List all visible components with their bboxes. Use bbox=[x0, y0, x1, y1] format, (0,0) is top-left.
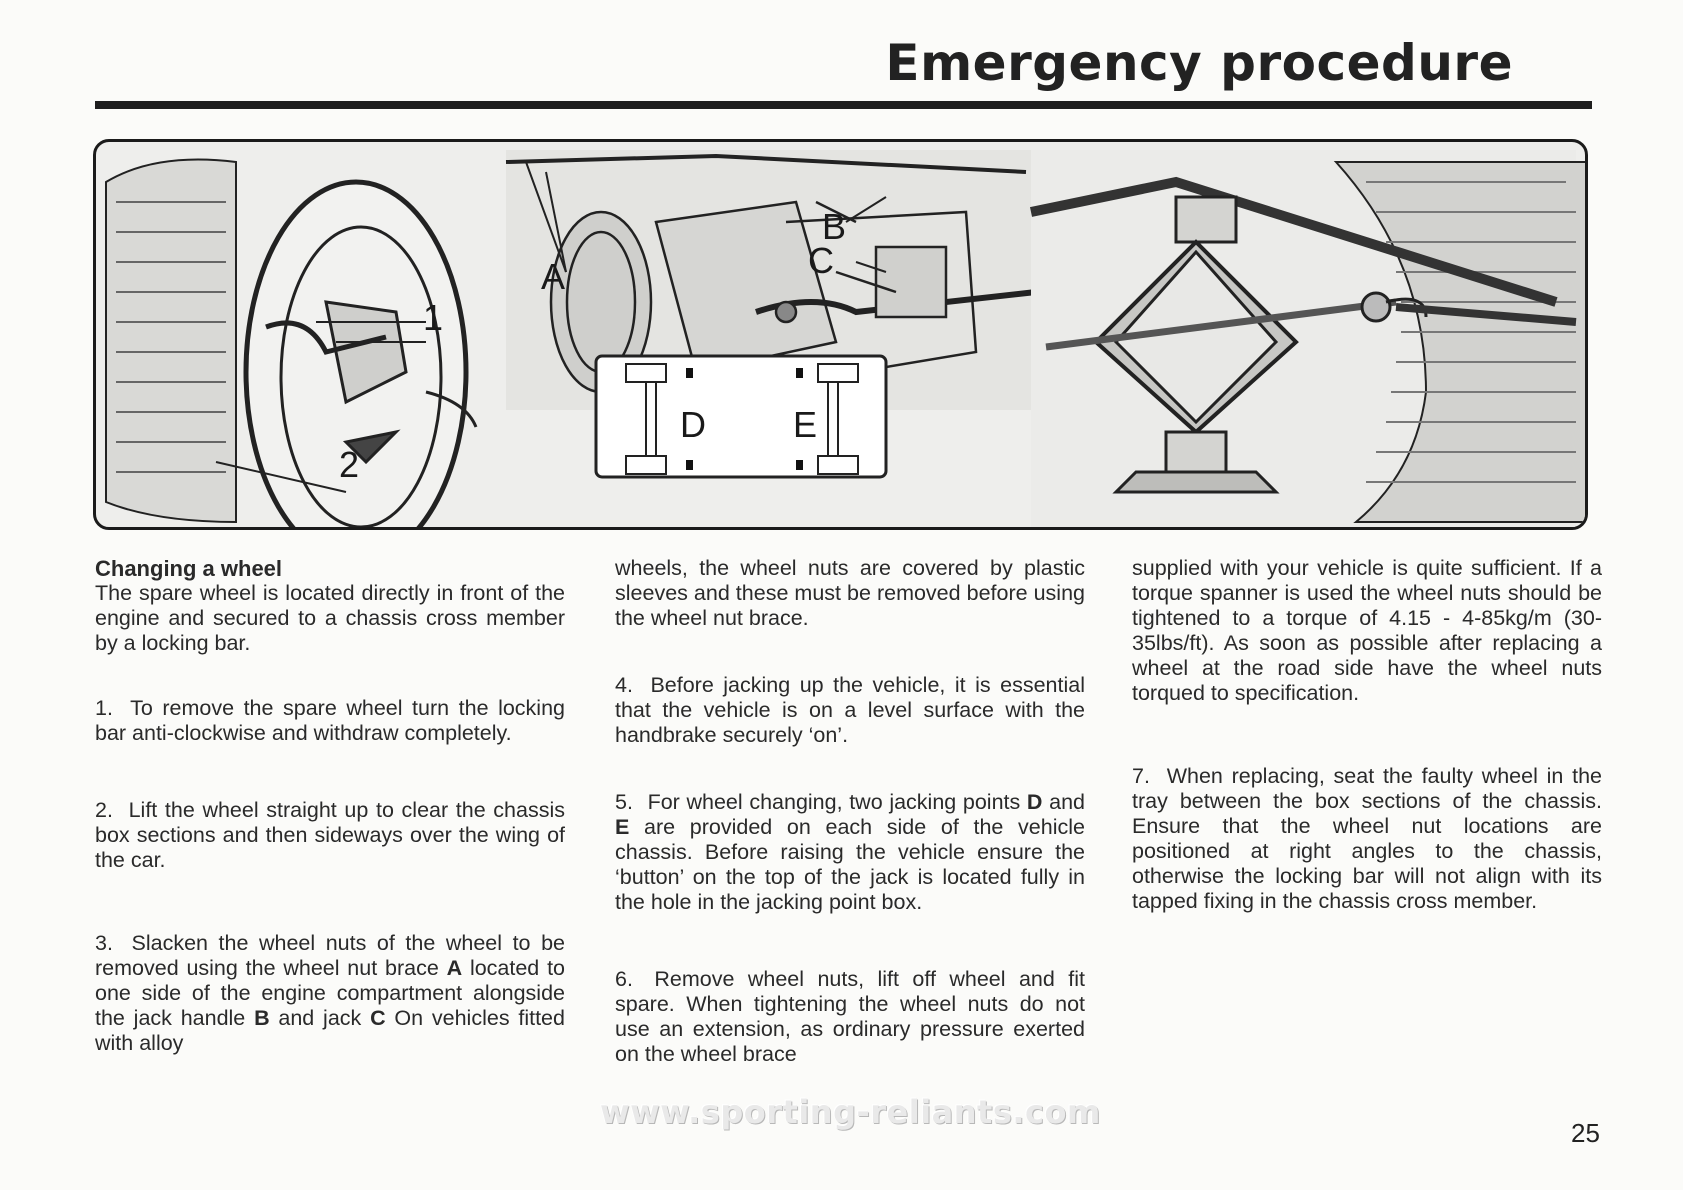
step-7 bbox=[1132, 764, 1602, 914]
label-c: C bbox=[808, 240, 834, 281]
label-b: B bbox=[822, 206, 847, 247]
label-2: 2 bbox=[339, 444, 360, 485]
step-text: and bbox=[1049, 790, 1085, 814]
page-title: Emergency procedure bbox=[885, 34, 1513, 92]
label-a: A bbox=[541, 256, 566, 297]
step-text: Before jacking up the vehicle, it is essential that the vehicle is on a level surface with the handbrake securely ‘on’. bbox=[615, 673, 1085, 747]
ref-d: D bbox=[1026, 790, 1043, 814]
step-number: 5. bbox=[615, 790, 633, 814]
step-number: 6. bbox=[615, 967, 633, 991]
step-text: On vehicles fitted with alloy bbox=[95, 1006, 565, 1055]
text-column-1 bbox=[95, 556, 565, 1056]
step-3 bbox=[95, 931, 565, 1056]
scissor-jack-drawing bbox=[1031, 150, 1586, 530]
text-column-3 bbox=[1132, 556, 1602, 914]
step-text: For wheel changing, two jacking points bbox=[647, 790, 1021, 814]
label-e: E bbox=[793, 404, 818, 445]
step-number: 3. bbox=[95, 931, 113, 955]
label-1: 1 bbox=[423, 297, 444, 338]
step-6 bbox=[615, 967, 1085, 1067]
title-rule bbox=[95, 101, 1592, 109]
step-number: 1. bbox=[95, 696, 113, 720]
illustration-panel bbox=[93, 139, 1588, 530]
step-text: Lift the wheel straight up to clear the chassis box sections and then sideways over the wing of the car. bbox=[95, 798, 566, 872]
step-text: and jack bbox=[278, 1006, 362, 1030]
step-number: 7. bbox=[1132, 764, 1150, 788]
step-text: located to one side of the engine compartment alongside the jack handle bbox=[95, 956, 565, 1030]
step-4 bbox=[615, 673, 1085, 748]
ref-b: B bbox=[254, 1006, 270, 1030]
section-heading: Changing a wheel bbox=[95, 556, 283, 581]
step-text: are provided on each side of the vehicle chassis. Before raising the vehicle ensure the ‘button’ on the top of the jack is located fully in the hole in the jacking point box. bbox=[615, 815, 1085, 914]
step-1 bbox=[95, 696, 565, 746]
ref-e: E bbox=[615, 815, 630, 839]
ref-c: C bbox=[370, 1006, 386, 1030]
step-number: 4. bbox=[615, 673, 633, 697]
step-2 bbox=[95, 798, 565, 873]
step-number: 2. bbox=[95, 798, 113, 822]
page-number: 25 bbox=[1571, 1118, 1600, 1148]
step-text: Remove wheel nuts, lift off wheel and fit spare. When tightening the wheel nuts do not use an extension, as ordinary pressure exerted on the wheel brace bbox=[615, 967, 1085, 1066]
step-text: To remove the spare wheel turn the locking bar anti-clockwise and withdraw completely. bbox=[95, 696, 565, 745]
text-column-2 bbox=[615, 556, 1085, 1067]
intro-paragraph: The spare wheel is located directly in front of the engine and secured to a chassis cross member by a locking bar. bbox=[95, 581, 565, 655]
spare-wheel-drawing bbox=[106, 160, 476, 531]
step-3-continued: wheels, the wheel nuts are covered by plastic sleeves and these must be removed before using the wheel nut brace. bbox=[615, 556, 1085, 630]
wheel-change-illustration bbox=[96, 142, 1588, 530]
step-5 bbox=[615, 790, 1085, 915]
label-d: D bbox=[680, 404, 706, 445]
watermark: www.sporting-reliants.com bbox=[600, 1093, 1101, 1131]
jacking-point-diagram bbox=[596, 356, 886, 477]
step-6-continued: supplied with your vehicle is quite sufficient. If a torque spanner is used the wheel nuts should be tightened to a torque of 4.15 - 4-85kg/m (30-35lbs/ft). As soon as possible after replacing a wheel at the road side have the wheel nuts torqued to specification. bbox=[1132, 556, 1602, 705]
step-text: Slacken the wheel nuts of the wheel to be removed using the wheel nut brace bbox=[95, 931, 565, 980]
step-text: When replacing, seat the faulty wheel in the tray between the box sections of the chassis. Ensure that the wheel nut locations are positioned at right angles to the chassis, otherwise the locking bar will not align with its tapped fixing in the chassis cross member. bbox=[1132, 764, 1602, 913]
ref-a: A bbox=[446, 956, 463, 980]
